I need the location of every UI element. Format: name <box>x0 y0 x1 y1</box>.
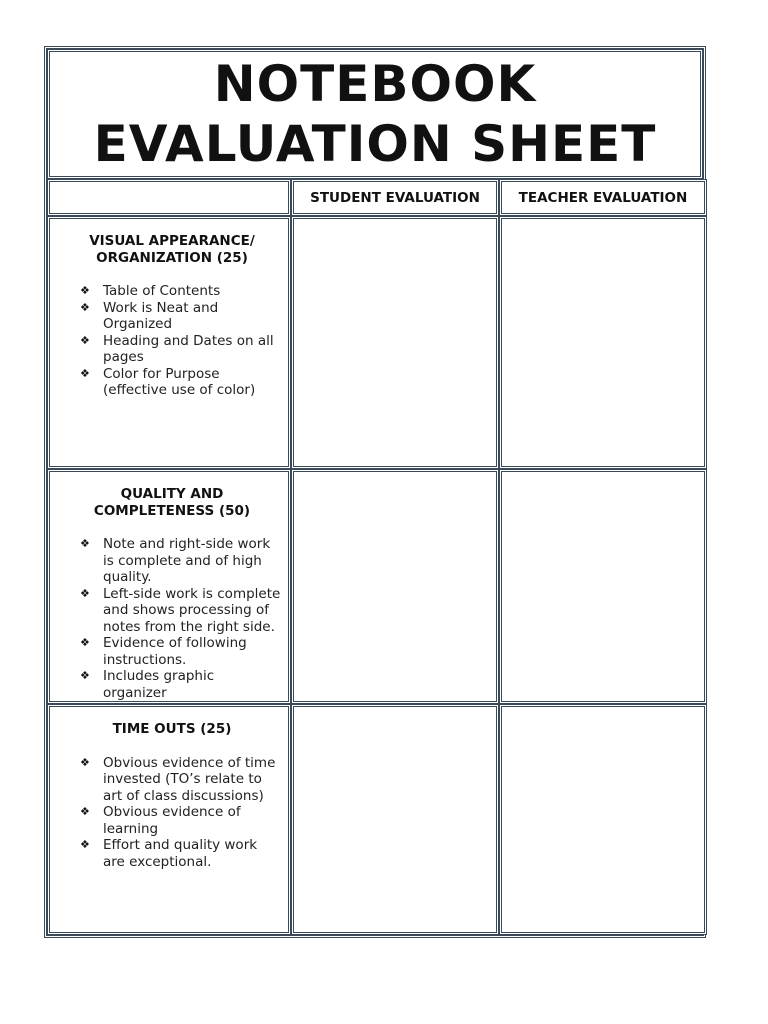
list-item-text: Includes graphic organizer <box>103 668 215 701</box>
title-cell <box>47 49 703 179</box>
diamond-bullet-icon: ❖ <box>80 636 90 649</box>
page-title-line-1: NOTEBOOK <box>213 55 537 113</box>
list-item <box>80 300 282 333</box>
criteria-cell-time-outs <box>47 704 291 935</box>
list-item <box>80 668 282 701</box>
teacher-evaluation-cell-quality[interactable] <box>499 469 707 704</box>
list-item-text: Effort and quality work are exceptional. <box>103 837 258 870</box>
header-student-cell <box>291 179 499 216</box>
header-student-label: STUDENT EVALUATION <box>310 189 480 206</box>
criteria-cell-quality <box>47 469 291 704</box>
diamond-bullet-icon: ❖ <box>80 805 90 818</box>
list-item-text: Table of Contents <box>103 283 221 299</box>
list-item <box>80 366 282 399</box>
criteria-cell-visual <box>47 216 291 469</box>
diamond-bullet-icon: ❖ <box>80 284 90 297</box>
criteria-title-line-2: COMPLETENESS (50) <box>93 502 251 519</box>
criteria-list <box>62 536 282 701</box>
header-teacher-cell <box>499 179 707 216</box>
diamond-bullet-icon: ❖ <box>80 669 90 682</box>
list-item-text: Color for Purpose (effective use of color) <box>103 365 256 398</box>
criteria-title-line-1: TIME OUTS (25) <box>112 721 232 737</box>
criteria-title <box>62 486 282 519</box>
criteria-title-line-1: VISUAL APPEARANCE/ <box>89 233 255 249</box>
criteria-title <box>62 233 282 266</box>
list-item-text: Evidence of following instructions. <box>103 635 247 668</box>
header-blank-cell <box>47 179 291 216</box>
student-evaluation-cell-time-outs[interactable] <box>291 704 499 935</box>
criteria-list <box>62 283 282 399</box>
criteria-title-line-2: ORGANIZATION (25) <box>96 249 248 266</box>
list-item-text: Note and right-side work is complete and of high quality. <box>103 536 271 585</box>
diamond-bullet-icon: ❖ <box>80 838 90 851</box>
list-item <box>80 804 282 837</box>
list-item-text: Heading and Dates on all pages <box>103 332 274 365</box>
student-evaluation-cell-visual[interactable] <box>291 216 499 469</box>
teacher-evaluation-cell-visual[interactable] <box>499 216 707 469</box>
diamond-bullet-icon: ❖ <box>80 300 90 314</box>
student-evaluation-cell-quality[interactable] <box>291 469 499 704</box>
list-item <box>80 333 282 366</box>
list-item <box>80 635 282 668</box>
diamond-bullet-icon: ❖ <box>80 586 90 600</box>
list-item <box>80 283 282 300</box>
criteria-list <box>62 755 282 871</box>
list-item <box>80 837 282 870</box>
teacher-evaluation-cell-time-outs[interactable] <box>499 704 707 935</box>
list-item-text: Obvious evidence of time invested (TO’s relate to art of class discussions) <box>103 754 276 804</box>
page-title-line-2: EVALUATION SHEET <box>93 115 657 173</box>
diamond-bullet-icon: ❖ <box>80 366 90 380</box>
criteria-title-line-1: QUALITY AND <box>120 486 224 502</box>
criteria-title <box>62 721 282 738</box>
header-teacher-label: TEACHER EVALUATION <box>518 189 688 206</box>
diamond-bullet-icon: ❖ <box>80 537 90 550</box>
diamond-bullet-icon: ❖ <box>80 333 90 347</box>
list-item <box>80 755 282 805</box>
evaluation-table <box>44 46 706 938</box>
list-item <box>80 586 282 636</box>
list-item-text: Left-side work is complete and shows processing of notes from the right side. <box>103 585 281 635</box>
diamond-bullet-icon: ❖ <box>80 755 90 769</box>
list-item-text: Obvious evidence of learning <box>103 804 241 837</box>
list-item <box>80 536 282 586</box>
list-item-text: Work is Neat and Organized <box>103 299 219 332</box>
